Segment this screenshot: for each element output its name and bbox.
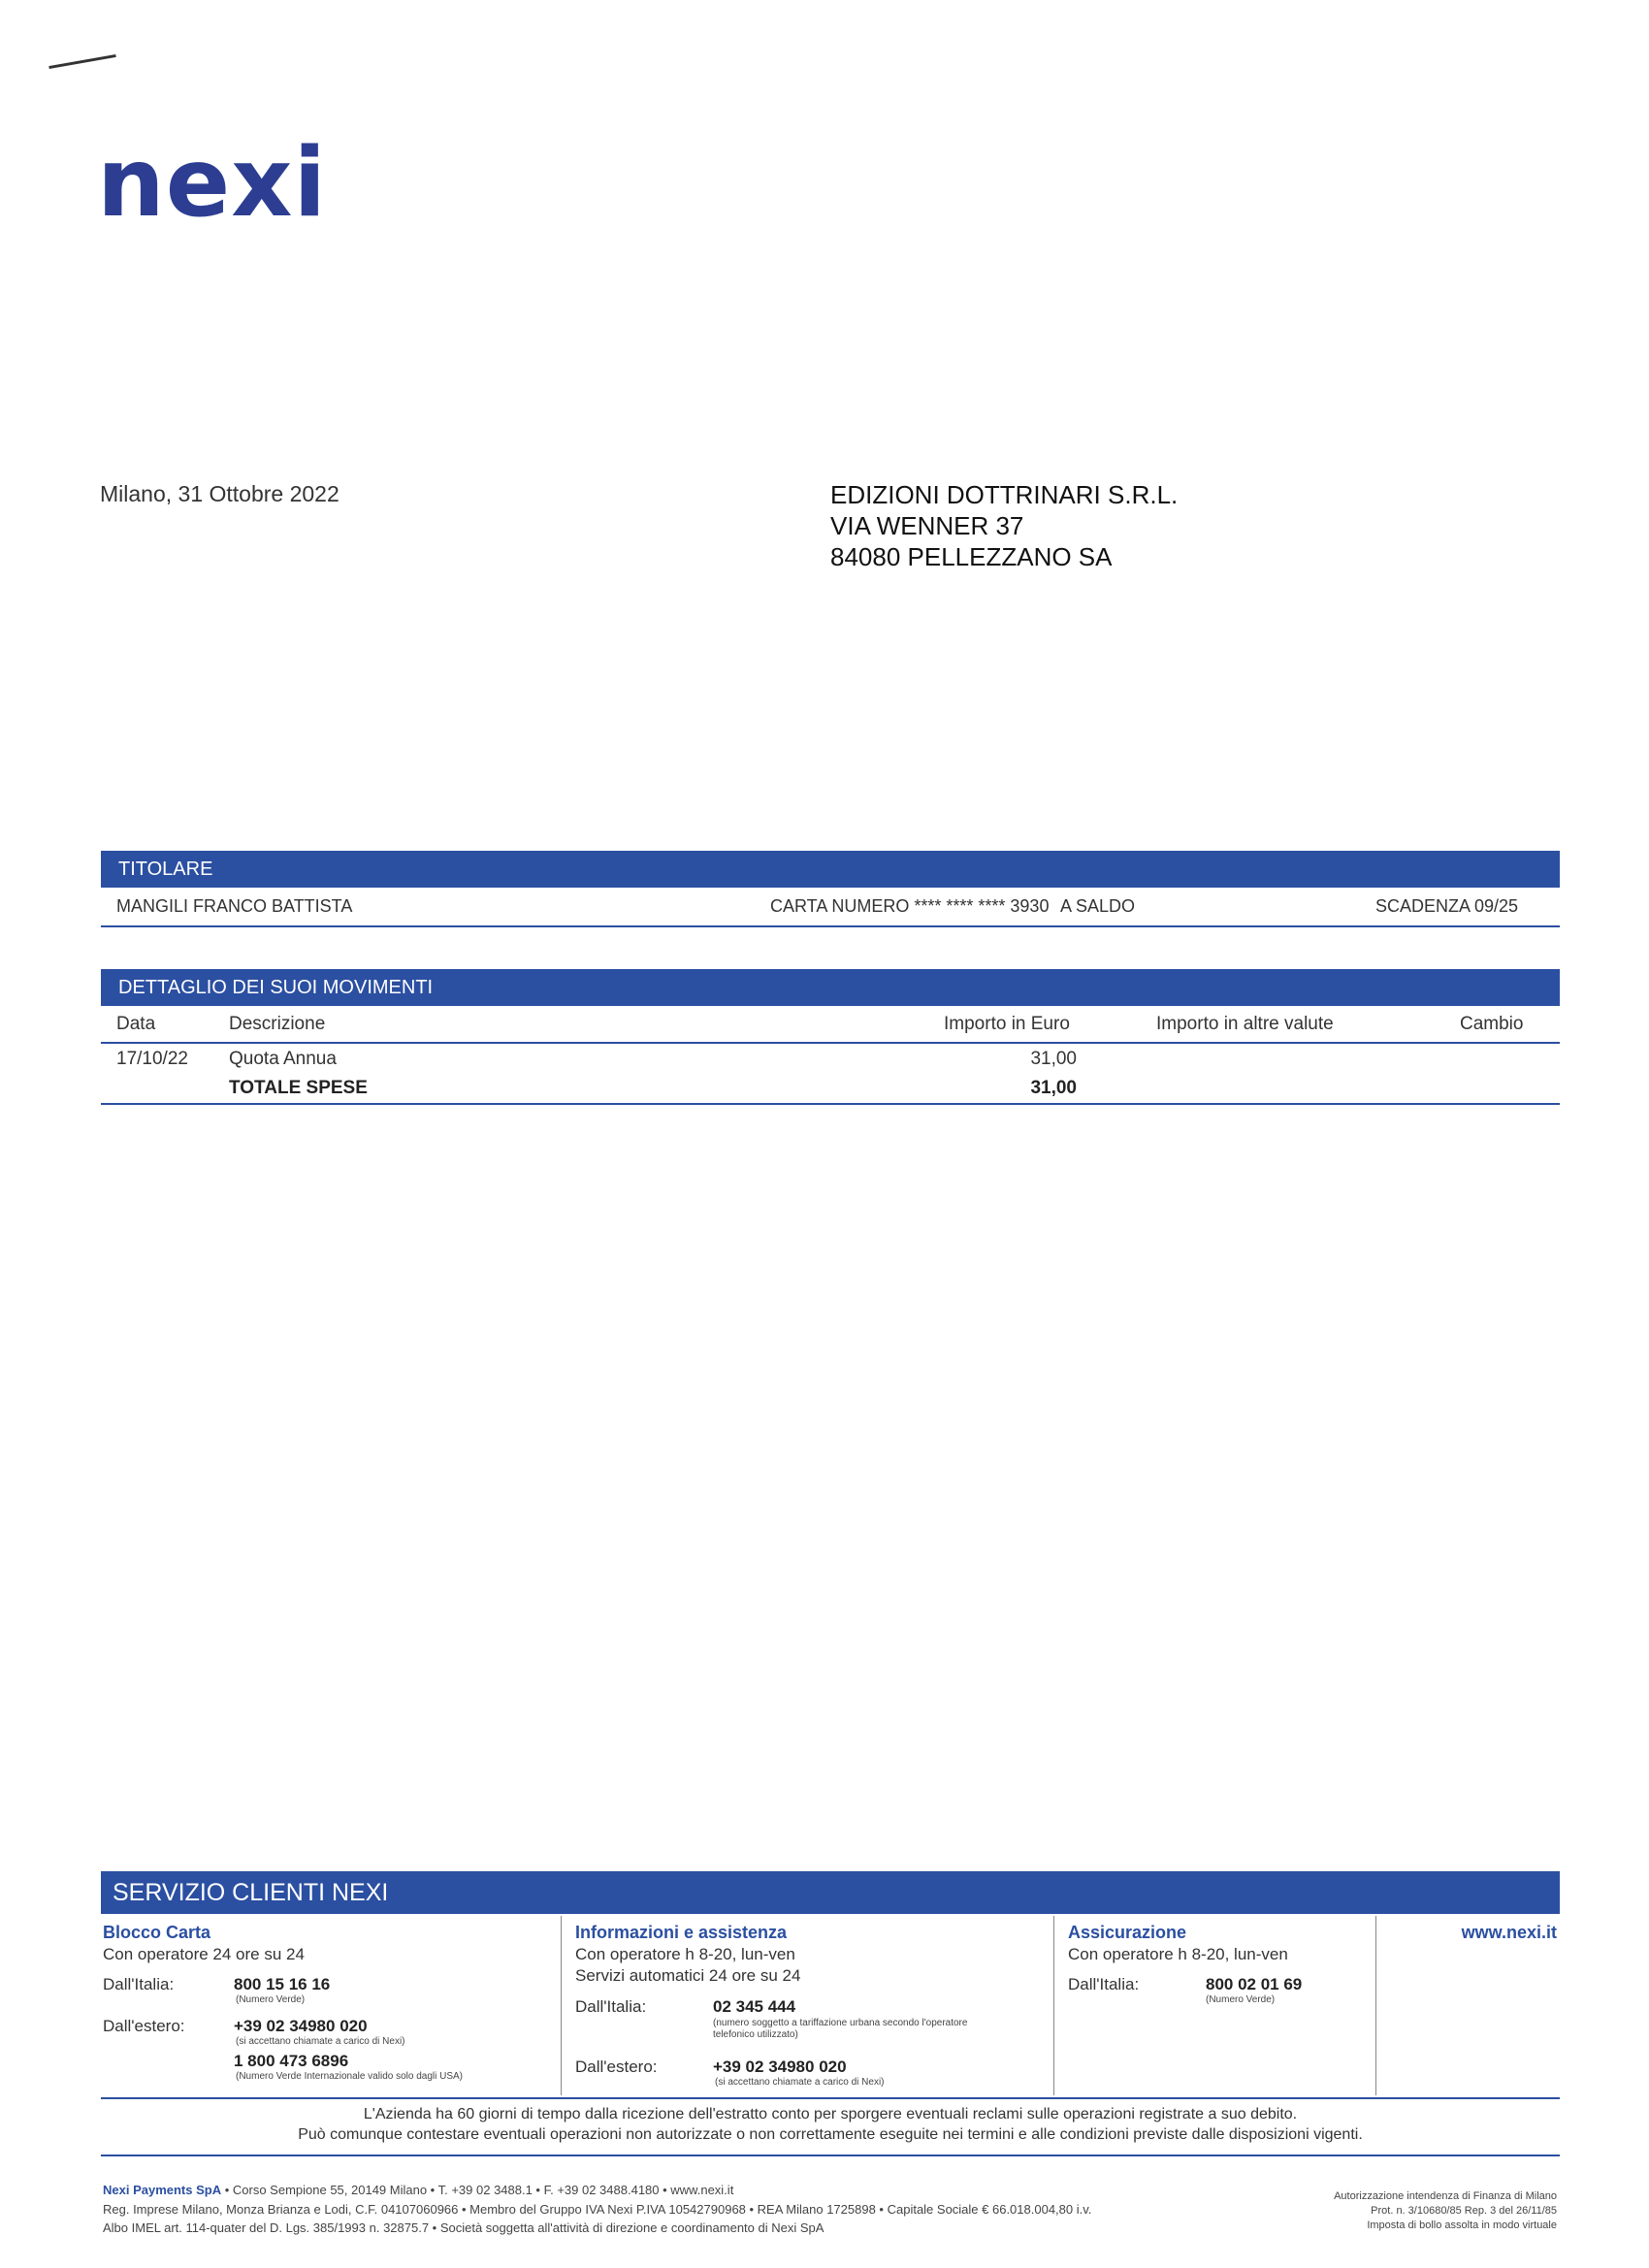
- footer-line3: Albo IMEL art. 114-quater del D. Lgs. 385/1993 n. 32875.7 • Società soggetta all'attività di direzione e coordinamento di Nexi SpA: [103, 2220, 824, 2235]
- col-amount-eur: Importo in Euro: [944, 1014, 1070, 1034]
- blocco-title: Blocco Carta: [103, 1923, 211, 1942]
- row-date: 17/10/22: [116, 1049, 188, 1069]
- info-line2: Servizi automatici 24 ore su 24: [575, 1966, 801, 1985]
- info-abroad-label: Dall'estero:: [575, 2057, 658, 2076]
- pen-mark: [48, 54, 115, 69]
- recipient-line: VIA WENNER 37: [830, 511, 1024, 540]
- logo-text: nexi: [97, 128, 328, 239]
- row-amount: 31,00: [1030, 1049, 1077, 1069]
- insurance-subtitle: Con operatore h 8-20, lun-ven: [1068, 1945, 1288, 1963]
- divider: [101, 2155, 1560, 2156]
- footer-auth-line: Imposta di bollo assolta in modo virtuale: [1367, 2219, 1557, 2231]
- holder-name: MANGILI FRANCO BATTISTA: [116, 896, 353, 916]
- footer-company: Nexi Payments SpA: [103, 2183, 222, 2197]
- column-divider: [1053, 1916, 1054, 2095]
- divider: [101, 1042, 1560, 1044]
- notice-line: L'Azienda ha 60 giorni di tempo dalla ricezione dell'estratto conto per sporgere eventuali reclami sulle operazioni registrate a suo debito.: [363, 2106, 1298, 2122]
- card-expiry: SCADENZA 09/25: [1375, 896, 1519, 916]
- recipient-line: 84080 PELLEZZANO SA: [830, 542, 1113, 571]
- notice-line: Può comunque contestare eventuali operazioni non autorizzate o non correttamente eseguite nei termini e alle condizioni previste dalle disposizioni vigenti.: [298, 2126, 1363, 2143]
- blocco-subtitle: Con operatore 24 ore su 24: [103, 1945, 305, 1963]
- movements-header: DETTAGLIO DEI SUOI MOVIMENTI: [101, 969, 1560, 1006]
- card-type: A SALDO: [1060, 896, 1136, 916]
- blocco-italy-label: Dall'Italia:: [103, 1975, 175, 1993]
- service-header: SERVIZIO CLIENTI NEXI: [101, 1871, 1560, 1914]
- row-description: Quota Annua: [229, 1049, 337, 1069]
- col-date: Data: [116, 1014, 156, 1034]
- blocco-abroad-label: Dall'estero:: [103, 2017, 185, 2035]
- column-divider: [1375, 1916, 1376, 2095]
- footer-auth-line: Autorizzazione intendenza di Finanza di Milano: [1334, 2190, 1557, 2202]
- blocco-usa-number: 1 800 473 6896: [234, 2052, 349, 2070]
- info-italy-note: (numero soggetto a tariffazione urbana secondo l'operatore: [713, 2018, 968, 2028]
- holder-header: TITOLARE: [101, 851, 1560, 888]
- footer-authorization: [1261, 2189, 1557, 2233]
- info-line1: Con operatore h 8-20, lun-ven: [575, 1945, 795, 1963]
- blocco-italy-note: (Numero Verde): [236, 1994, 306, 2005]
- info-italy-label: Dall'Italia:: [575, 1997, 647, 2016]
- col-exchange-rate: Cambio: [1460, 1014, 1524, 1034]
- blocco-italy-number: 800 15 16 16: [234, 1975, 331, 1993]
- footer-line2: Reg. Imprese Milano, Monza Brianza e Lodi, C.F. 04107060966 • Membro del Gruppo IVA Nexi P.IVA 10542790968 • REA Milano 1725898 • Capitale Sociale € 66.018.004,80 i.v.: [103, 2202, 1092, 2217]
- card-number: CARTA NUMERO **** **** **** 3930: [770, 896, 1050, 916]
- footer-line1: [103, 2183, 733, 2197]
- info-abroad-number: +39 02 34980 020: [713, 2057, 847, 2076]
- insurance-title: Assicurazione: [1068, 1923, 1187, 1942]
- blocco-abroad-number: +39 02 34980 020: [234, 2017, 368, 2035]
- col-amount-other: Importo in altre valute: [1156, 1014, 1334, 1034]
- divider: [101, 925, 1560, 927]
- nexi-logo: [97, 128, 328, 239]
- column-divider: [561, 1916, 562, 2095]
- info-abroad-note: (si accettano chiamate a carico di Nexi): [715, 2077, 885, 2088]
- col-description: Descrizione: [229, 1014, 326, 1034]
- website-link[interactable]: www.nexi.it: [1461, 1923, 1557, 1942]
- divider: [101, 1103, 1560, 1105]
- insurance-italy-number: 800 02 01 69: [1206, 1975, 1303, 1993]
- footer-line1-rest: • Corso Sempione 55, 20149 Milano • T. +39 02 3488.1 • F. +39 02 3488.4180 • www.nexi.it: [221, 2183, 734, 2197]
- blocco-abroad-note: (si accettano chiamate a carico di Nexi): [236, 2036, 405, 2047]
- letter-date: Milano, 31 Ottobre 2022: [100, 481, 340, 506]
- total-label: TOTALE SPESE: [229, 1078, 368, 1098]
- divider: [101, 2097, 1560, 2099]
- insurance-italy-note: (Numero Verde): [1206, 1994, 1276, 2005]
- info-title: Informazioni e assistenza: [575, 1923, 788, 1942]
- insurance-italy-label: Dall'Italia:: [1068, 1975, 1140, 1993]
- footer-auth-line: Prot. n. 3/10680/85 Rep. 3 del 26/11/85: [1371, 2205, 1557, 2217]
- recipient-address: [830, 479, 1178, 572]
- info-italy-note: telefonico utilizzato): [713, 2029, 798, 2040]
- total-amount: 31,00: [1030, 1078, 1077, 1098]
- info-italy-number: 02 345 444: [713, 1997, 796, 2016]
- recipient-line: EDIZIONI DOTTRINARI S.R.L.: [830, 480, 1179, 509]
- blocco-usa-note: (Numero Verde Internazionale valido solo dagli USA): [236, 2071, 464, 2082]
